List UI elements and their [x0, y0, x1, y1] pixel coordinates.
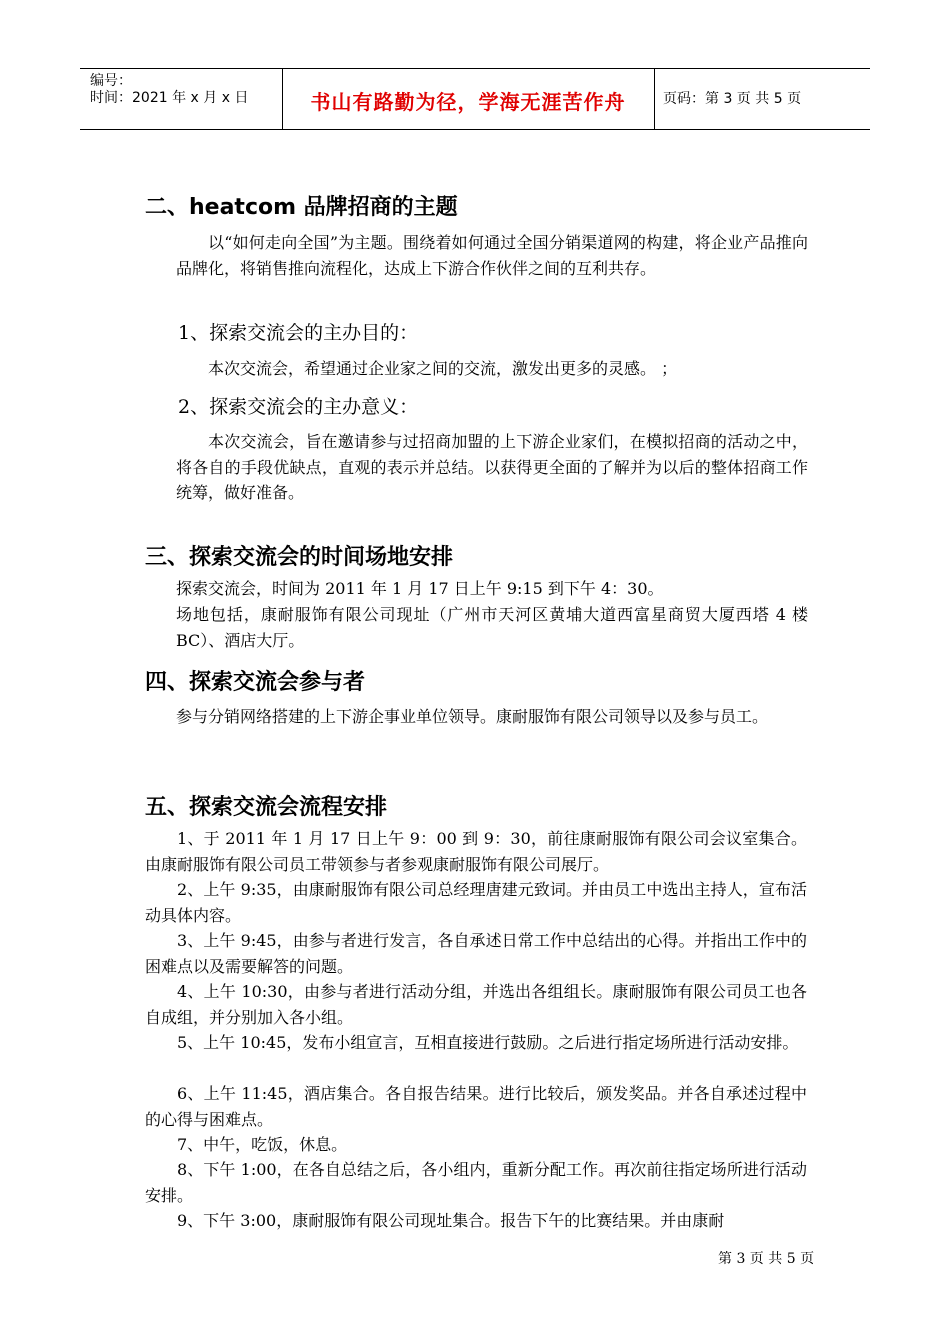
schedule-item: 7、中午，吃饭，休息。 [177, 1135, 348, 1154]
schedule-item: 8、下午 1:00，在各自总结之后，各小组内，重新分配工作。再次前往指定场所进行活动安排。 [145, 1160, 807, 1205]
schedule-item: 5、上午 10:45，发布小组宣言，互相直接进行鼓励。之后进行指定场所进行活动安排。 [177, 1033, 799, 1052]
section-3-time: 探索交流会，时间为 2011 年 1 月 17 日上午 9:15 到下午 4：30。 [176, 579, 664, 598]
page-header [80, 68, 870, 130]
header-date: 时间：2021 年 x 月 x 日 [90, 90, 249, 106]
header-page-cell [655, 69, 870, 129]
section-2-sub2-title: 2、探索交流会的主办意义： [178, 396, 419, 418]
header-motto: 书山有路勤为径，学海无涯苦作舟 [310, 90, 626, 114]
section-2-sub1-title: 1、探索交流会的主办目的： [178, 322, 419, 344]
header-info-cell [80, 69, 283, 129]
header-page-number: 页码：第 3 页 共 5 页 [663, 91, 802, 107]
section-2-intro: 以“如何走向全国”为主题。围绕着如何通过全国分销渠道网的构建，将企业产品推向品牌化，将销售推向流程化，达成上下游合作伙伴之间的互利共存。 [176, 233, 808, 278]
schedule-item: 3、上午 9:45，由参与者进行发言，各自承述日常工作中总结出的心得。并指出工作中的困难点以及需要解答的问题。 [145, 931, 807, 976]
schedule-item: 2、上午 9:35，由康耐服饰有限公司总经理唐建元致词。并由员工中选出主持人，宣布活动具体内容。 [145, 880, 807, 925]
page-footer: 第 3 页 共 5 页 [718, 1251, 815, 1267]
schedule-item: 6、上午 11:45，酒店集合。各自报告结果。进行比较后，颁发奖品。并各自承述过程中的心得与困难点。 [145, 1084, 807, 1129]
schedule-item: 1、于 2011 年 1 月 17 日上午 9：00 到 9：30，前往康耐服饰有限公司会议室集合。由康耐服饰有限公司员工带领参与者参观康耐服饰有限公司展厅。 [145, 829, 807, 874]
schedule-item: 4、上午 10:30，由参与者进行活动分组，并选出各组组长。康耐服饰有限公司员工也各自成组，并分别加入各小组。 [145, 982, 807, 1027]
schedule-item: 9、下午 3:00，康耐服饰有限公司现址集合。报告下午的比赛结果。并由康耐 [177, 1211, 725, 1230]
header-number: 编号： [90, 73, 132, 89]
section-2-title: 二、heatcom 品牌招商的主题 [145, 195, 458, 220]
section-2-sub1-text: 本次交流会，希望通过企业家之间的交流，激发出更多的灵感。 ； [208, 359, 678, 378]
header-motto-cell [282, 69, 655, 129]
section-5-title: 五、探索交流会流程安排 [145, 795, 388, 820]
section-3-venue: 场地包括，康耐服饰有限公司现址（广州市天河区黄埔大道西富星商贸大厦西塔 4 楼 BC）、酒店大厅。 [176, 605, 808, 650]
section-3-title: 三、探索交流会的时间场地安排 [145, 545, 454, 570]
section-4-title: 四、探索交流会参与者 [145, 670, 366, 695]
section-2-sub2-text: 本次交流会，旨在邀请参与过招商加盟的上下游企业家们，在模拟招商的活动之中，将各自的手段优缺点，直观的表示并总结。以获得更全面的了解并为以后的整体招商工作统筹，做好准备。 [176, 432, 808, 502]
section-4-participants: 参与分销网络搭建的上下游企事业单位领导。康耐服饰有限公司领导以及参与员工。 [176, 707, 769, 726]
